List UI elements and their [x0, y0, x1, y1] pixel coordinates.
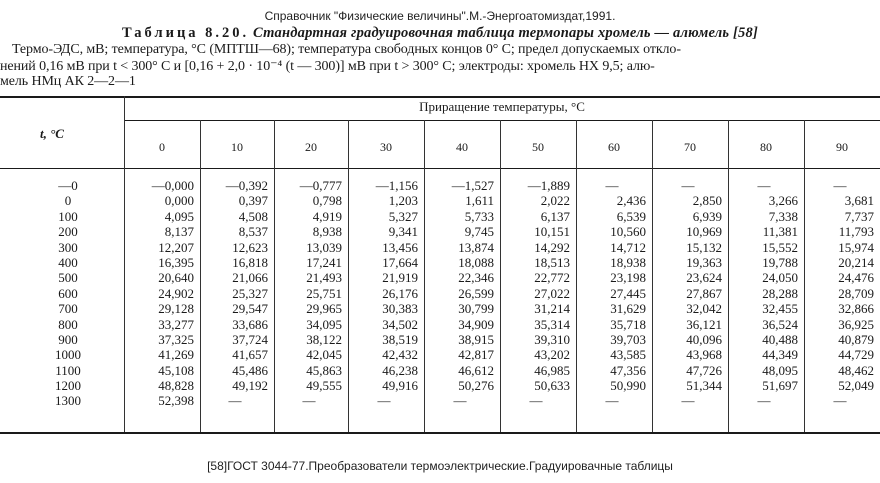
value-column: [202, 178, 268, 409]
table-cell: 26,599: [458, 285, 494, 301]
table-cell: 43,968: [686, 347, 722, 363]
table-cell: 12,207: [158, 239, 194, 255]
table-cell: 45,486: [232, 362, 268, 378]
table-cell: 5,733: [464, 208, 494, 224]
table-cell: 38,122: [306, 331, 342, 347]
source-note: Справочник "Физические величины".М.-Энергоатомиздат,1991.: [264, 9, 616, 23]
table-cell: 48,828: [158, 378, 194, 394]
table-cell: 42,817: [458, 347, 494, 363]
table-cell: 38,519: [382, 331, 418, 347]
table-cell: 49,916: [382, 378, 418, 394]
table-cell: 41,657: [232, 347, 268, 363]
row-temperature: 1000: [55, 347, 81, 363]
table-cell: 28,288: [762, 285, 798, 301]
table-cell: 40,096: [686, 331, 722, 347]
table-cell: 11,381: [762, 224, 798, 240]
table-cell: 24,476: [838, 270, 874, 286]
table-cell: —1,527: [451, 178, 494, 193]
table-cell: 16,395: [158, 254, 194, 270]
column-divider: [274, 120, 275, 432]
table-cell: 34,502: [382, 316, 418, 332]
table-cell: 10,560: [610, 224, 646, 240]
table-cell: 46,985: [534, 362, 570, 378]
table-cell: —: [529, 393, 543, 409]
table-cell: —: [757, 178, 771, 193]
column-divider: [804, 120, 805, 432]
column-header-0: 0: [159, 140, 165, 154]
table-cell: 4,508: [238, 208, 268, 224]
table-cell: 18,513: [534, 254, 570, 270]
column-header-50: 50: [532, 140, 544, 154]
value-column: [350, 178, 418, 409]
table-cell: 25,751: [306, 285, 342, 301]
value-column: [654, 178, 722, 409]
row-temperature: 800: [58, 316, 78, 332]
table-cell: 47,356: [610, 362, 646, 378]
row-temperature: 100: [58, 208, 78, 224]
table-cell: 22,346: [458, 270, 494, 286]
table-cell: 9,745: [464, 224, 494, 240]
table-cell: 29,128: [158, 301, 194, 317]
table-cell: 7,737: [844, 208, 874, 224]
table-cell: 52,398: [158, 393, 194, 409]
table-cell: 18,938: [610, 254, 646, 270]
table-cell: 51,344: [686, 378, 722, 394]
row-temperature: 200: [58, 224, 78, 240]
table-cell: 37,325: [158, 331, 194, 347]
description-line-2: нений 0,16 мВ при t < 300° С и [0,16 + 2,0 · 10⁻⁴ (t — 300)] мВ при t > 300° С; электроды: хромель НХ 9,5; алю-: [0, 59, 655, 74]
table-cell: 49,555: [306, 378, 342, 394]
table-cell: 8,137: [164, 224, 194, 240]
table-cell: 49,192: [232, 378, 268, 394]
table-cell: 36,925: [838, 316, 874, 332]
table-cell: 7,338: [768, 208, 798, 224]
table-cell: 14,292: [534, 239, 570, 255]
column-header-40: 40: [456, 140, 468, 154]
column-divider: [500, 120, 501, 432]
table-cell: 42,045: [306, 347, 342, 363]
table-cell: 29,965: [306, 301, 342, 317]
table-cell: 4,095: [164, 208, 194, 224]
table-cell: 20,640: [158, 270, 194, 286]
table-cell: 2,436: [616, 193, 646, 209]
value-column: [426, 178, 494, 409]
column-divider: [424, 120, 425, 432]
value-column: [276, 178, 342, 409]
table-cell: 2,022: [540, 193, 570, 209]
table-cell: —1,889: [527, 178, 570, 193]
increment-header: Приращение температуры, °С: [419, 99, 585, 114]
table-cell: 28,709: [838, 285, 874, 301]
table-cell: —0,000: [151, 178, 194, 193]
footer-reference: [58]ГОСТ 3044-77.Преобразователи термоэлектрические.Градуировачные таблицы: [207, 459, 673, 473]
column-header-30: 30: [380, 140, 392, 154]
column-header-70: 70: [684, 140, 696, 154]
column-divider: [576, 120, 577, 432]
table-cell: 8,938: [312, 224, 342, 240]
table-cell: —0,777: [299, 178, 342, 193]
row-temperature: 300: [58, 239, 78, 255]
header-bottom-rule: [0, 168, 880, 169]
table-cell: 27,022: [534, 285, 570, 301]
description-line-3: мель НМц АК 2—2—1: [0, 74, 136, 89]
column-divider: [728, 120, 729, 432]
table-cell: 30,383: [382, 301, 418, 317]
row-temperature: 900: [58, 331, 78, 347]
table-cell: 24,902: [158, 285, 194, 301]
table-cell: 35,314: [534, 316, 570, 332]
table-cell: —: [833, 393, 847, 409]
table-cell: 21,493: [306, 270, 342, 286]
row-temperature: 1100: [55, 362, 81, 378]
table-cell: —: [605, 178, 619, 193]
table-cell: 45,108: [158, 362, 194, 378]
table-cell: 32,042: [686, 301, 722, 317]
table-cell: 21,066: [232, 270, 268, 286]
table-cell: 0,798: [312, 193, 342, 209]
table-cell: 5,327: [388, 208, 418, 224]
table-cell: 43,202: [534, 347, 570, 363]
table-title: [0, 25, 880, 42]
table-cell: 4,919: [312, 208, 342, 224]
table-cell: 1,203: [388, 193, 418, 209]
table-cell: 48,462: [838, 362, 874, 378]
table-cell: 42,432: [382, 347, 418, 363]
table-cell: 46,612: [458, 362, 494, 378]
table-cell: 44,349: [762, 347, 798, 363]
table-cell: 10,151: [534, 224, 570, 240]
table-cell: 1,611: [465, 193, 494, 209]
column-divider: [348, 120, 349, 432]
row-temperature: 0: [64, 193, 72, 209]
table-cell: —: [228, 393, 242, 409]
value-column: [806, 178, 874, 409]
table-cell: 8,537: [238, 224, 268, 240]
table-cell: 39,310: [534, 331, 570, 347]
table-number: Таблица 8.20.: [122, 25, 250, 41]
table-cell: 44,729: [838, 347, 874, 363]
table-cell: 11,793: [838, 224, 874, 240]
table-caption: Стандартная градуировочная таблица термопары хромель — алюмель [58]: [253, 25, 758, 41]
table-cell: 3,681: [844, 193, 874, 209]
table-cell: 16,818: [232, 254, 268, 270]
table-cell: 22,772: [534, 270, 570, 286]
table-cell: 14,712: [610, 239, 646, 255]
table-cell: 38,915: [458, 331, 494, 347]
table-cell: 19,788: [762, 254, 798, 270]
table-cell: 15,132: [686, 239, 722, 255]
table-cell: 12,623: [232, 239, 268, 255]
table-cell: 35,718: [610, 316, 646, 332]
table-cell: 17,241: [306, 254, 342, 270]
temperature-column-header: t, °C: [40, 126, 64, 141]
row-temperature: 500: [58, 270, 78, 286]
table-cell: 33,277: [158, 316, 194, 332]
table-cell: 9,341: [388, 224, 418, 240]
table-cell: 51,697: [762, 378, 798, 394]
table-cell: 34,095: [306, 316, 342, 332]
table-cell: 13,874: [458, 239, 494, 255]
table-cell: 23,198: [610, 270, 646, 286]
table-cell: —0,392: [225, 178, 268, 193]
table-cell: 3,266: [768, 193, 798, 209]
table-cell: 25,327: [232, 285, 268, 301]
table-top-rule: [0, 96, 880, 98]
row-temperature: 1200: [55, 378, 81, 394]
table-cell: 0,397: [238, 193, 268, 209]
table-cell: —: [453, 393, 467, 409]
table-cell: 36,121: [686, 316, 722, 332]
row-temperature: 600: [58, 285, 78, 301]
table-cell: 27,867: [686, 285, 722, 301]
row-temperature: —0: [58, 178, 78, 193]
value-column: [578, 178, 646, 409]
table-cell: —: [833, 178, 847, 193]
table-cell: 47,726: [686, 362, 722, 378]
table-cell: 32,866: [838, 301, 874, 317]
table-cell: 15,974: [838, 239, 874, 255]
table-cell: —: [681, 178, 695, 193]
table-cell: 6,539: [616, 208, 646, 224]
table-cell: 50,276: [458, 378, 494, 394]
table-cell: 27,445: [610, 285, 646, 301]
table-cell: 30,799: [458, 301, 494, 317]
value-column: [730, 178, 798, 409]
table-cell: 26,176: [382, 285, 418, 301]
table-cell: 31,629: [610, 301, 646, 317]
table-cell: —1,156: [375, 178, 418, 193]
temperature-column: [38, 178, 98, 409]
table-cell: 41,269: [158, 347, 194, 363]
table-cell: 45,863: [306, 362, 342, 378]
table-cell: 50,990: [610, 378, 646, 394]
table-cell: 15,552: [762, 239, 798, 255]
description-line-1: Термо-ЭДС, мВ; температура, °С (МПТШ—68); температура свободных концов 0° С; предел допускаемых откло-: [12, 42, 681, 57]
column-header-20: 20: [305, 140, 317, 154]
table-cell: 50,633: [534, 378, 570, 394]
table-cell: 23,624: [686, 270, 722, 286]
table-cell: —: [757, 393, 771, 409]
row-temperature: 700: [58, 301, 78, 317]
table-cell: 13,039: [306, 239, 342, 255]
column-divider: [652, 120, 653, 432]
table-cell: 20,214: [838, 254, 874, 270]
table-cell: 0,000: [164, 193, 194, 209]
table-cell: 40,488: [762, 331, 798, 347]
table-cell: 48,095: [762, 362, 798, 378]
table-cell: 37,724: [232, 331, 268, 347]
column-divider: [124, 96, 125, 432]
row-temperature: 400: [58, 254, 78, 270]
value-column: [502, 178, 570, 409]
table-cell: 6,137: [540, 208, 570, 224]
table-cell: —: [605, 393, 619, 409]
table-cell: 10,969: [686, 224, 722, 240]
table-cell: —: [302, 393, 316, 409]
row-temperature: 1300: [55, 393, 81, 409]
table-cell: 19,363: [686, 254, 722, 270]
table-cell: 6,939: [692, 208, 722, 224]
column-header-90: 90: [836, 140, 848, 154]
header-sub-rule: [124, 120, 880, 121]
table-cell: 34,909: [458, 316, 494, 332]
table-cell: —: [377, 393, 391, 409]
table-cell: —: [681, 393, 695, 409]
table-cell: 32,455: [762, 301, 798, 317]
table-cell: 36,524: [762, 316, 798, 332]
column-header-10: 10: [231, 140, 243, 154]
table-cell: 21,919: [382, 270, 418, 286]
table-cell: 40,879: [838, 331, 874, 347]
table-cell: 17,664: [382, 254, 418, 270]
table-cell: 31,214: [534, 301, 570, 317]
table-cell: 43,585: [610, 347, 646, 363]
column-divider: [200, 120, 201, 432]
value-column: [126, 178, 194, 409]
table-cell: 46,238: [382, 362, 418, 378]
table-cell: 13,456: [382, 239, 418, 255]
table-cell: 52,049: [838, 378, 874, 394]
table-cell: 18,088: [458, 254, 494, 270]
table-cell: 39,703: [610, 331, 646, 347]
table-cell: 24,050: [762, 270, 798, 286]
table-cell: 2,850: [692, 193, 722, 209]
column-header-60: 60: [608, 140, 620, 154]
column-header-80: 80: [760, 140, 772, 154]
table-cell: 33,686: [232, 316, 268, 332]
table-bottom-rule: [0, 432, 880, 434]
table-cell: 29,547: [232, 301, 268, 317]
calibration-table: [0, 96, 880, 436]
